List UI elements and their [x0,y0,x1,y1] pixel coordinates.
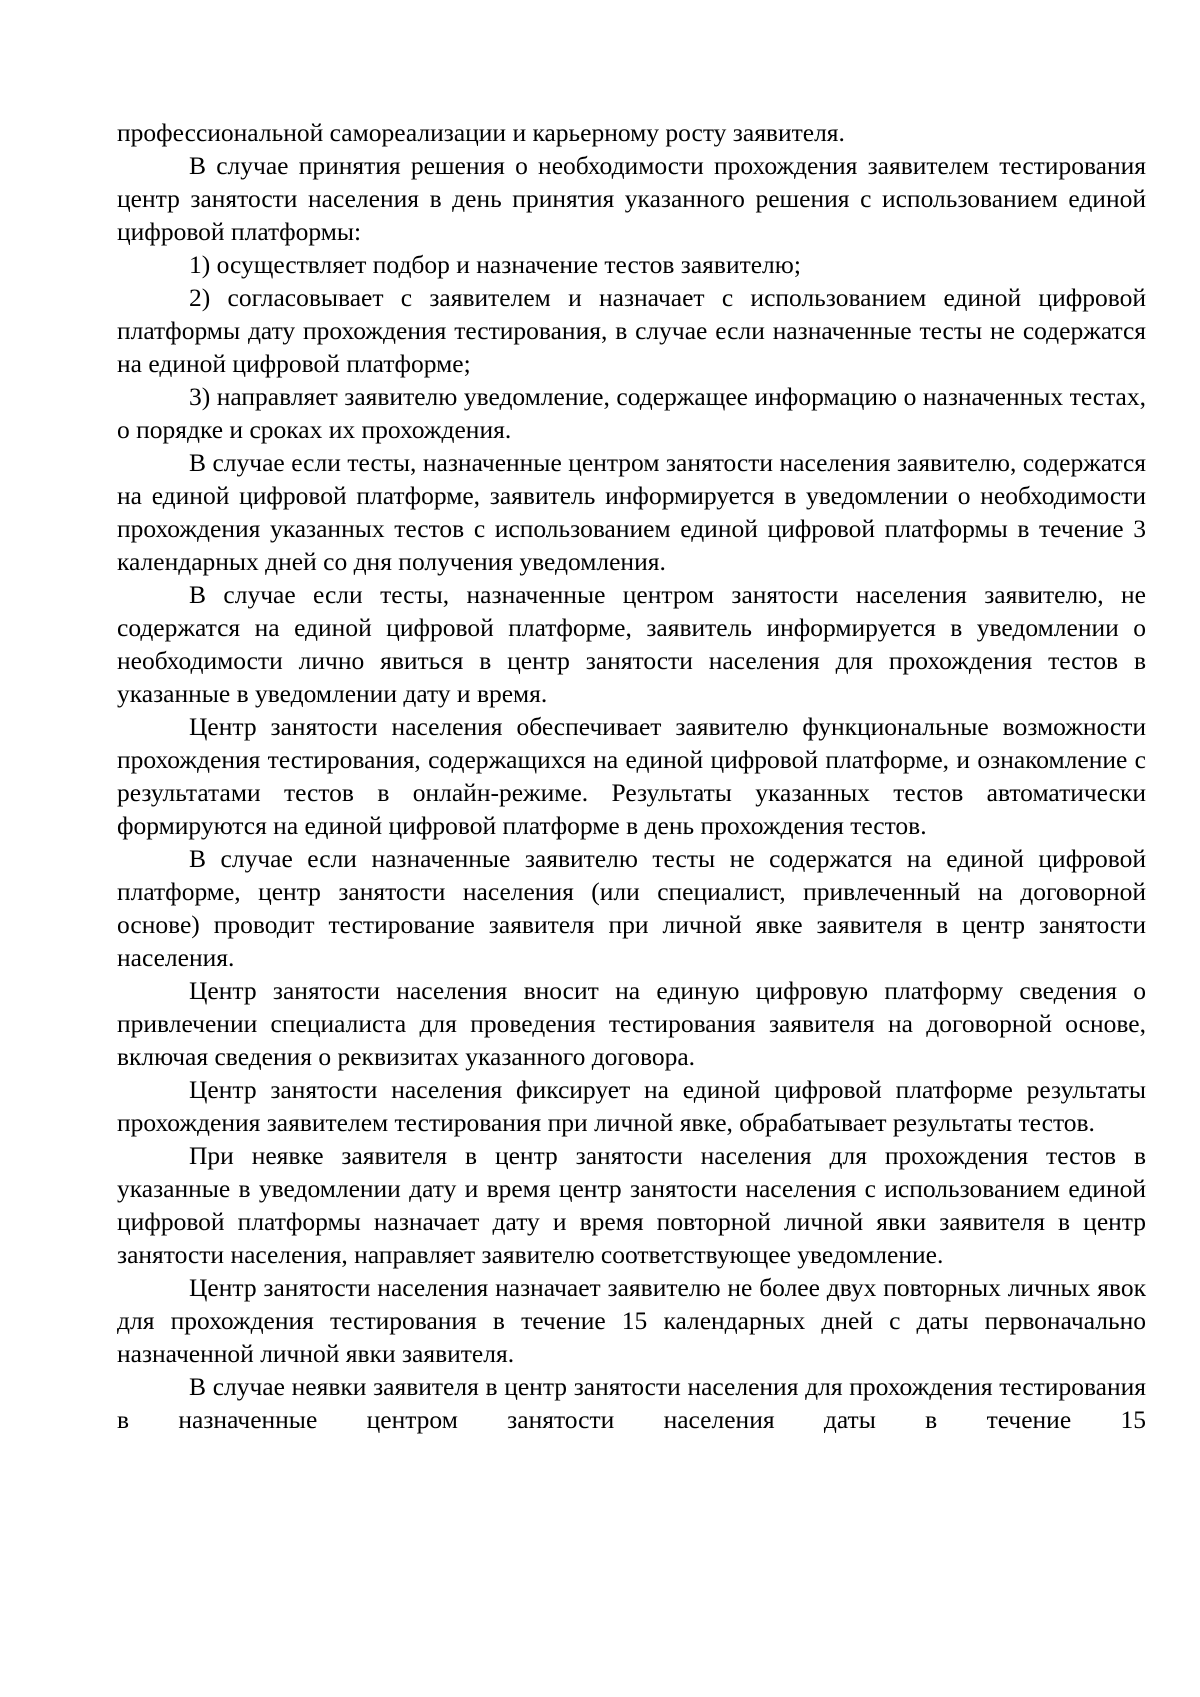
paragraph: Центр занятости населения назначает заявителю не более двух повторных личных явок для прохождения тестирования в течение 15 календарных дней с даты первоначально назначенной личной явки заявителя. [117,1273,1146,1368]
paragraph: В случае если назначенные заявителю тесты не содержатся на единой цифровой платформе, центр занятости населения (или специалист, привлеченный на договорной основе) проводит тестирование заявителя при личной явке заявителя в центр занятости населения. [117,844,1146,972]
paragraph: При неявке заявителя в центр занятости населения для прохождения тестов в указанные в уведомлении дату и время центр занятости населения с использованием единой цифровой платформы назначает дату и время повторной личной явки заявителя в центр занятости населения, направляет заявителю соответствующее уведомление. [117,1141,1146,1269]
list-item-1: 1) осуществляет подбор и назначение тестов заявителю; [189,250,801,279]
list-item-2: 2) согласовывает с заявителем и назначает с использованием единой цифровой платформы дату прохождения тестирования, в случае если назначенные тесты не содержатся на единой цифровой платформе; [117,283,1146,378]
paragraph-continues: В случае неявки заявителя в центр занятости населения для прохождения тестирования в назначенные центром занятости населения даты в течение 15 [117,1372,1146,1434]
list-item-3: 3) направляет заявителю уведомление, содержащее информацию о назначенных тестах, о порядке и сроках их прохождения. [117,382,1146,444]
paragraph: Центр занятости населения фиксирует на единой цифровой платформе результаты прохождения заявителем тестирования при личной явке, обрабатывает результаты тестов. [117,1075,1146,1137]
paragraph: Центр занятости населения вносит на единую цифровую платформу сведения о привлечении специалиста для проведения тестирования заявителя на договорной основе, включая сведения о реквизитах указанного договора. [117,976,1146,1071]
paragraph: В случае принятия решения о необходимости прохождения заявителем тестирования центр занятости населения в день принятия указанного решения с использованием единой цифровой платформы: [117,151,1146,246]
paragraph: В случае если тесты, назначенные центром занятости населения заявителю, содержатся на единой цифровой платформе, заявитель информируется в уведомлении о необходимости прохождения указанных тестов с использованием единой цифровой платформы в течение 3 календарных дней со дня получения уведомления. [117,448,1146,576]
paragraph: В случае если тесты, назначенные центром занятости населения заявителю, не содержатся на единой цифровой платформе, заявитель информируется в уведомлении о необходимости лично явиться в центр занятости населения для прохождения тестов в указанные в уведомлении дату и время. [117,580,1146,708]
paragraph-continuation: профессиональной самореализации и карьерному росту заявителя. [117,118,845,147]
document-page [117,116,1146,1436]
paragraph: Центр занятости населения обеспечивает заявителю функциональные возможности прохождения тестирования, содержащихся на единой цифровой платформе, и ознакомление с результатами тестов в онлайн-режиме. Результаты указанных тестов автоматически формируются на единой цифровой платформе в день прохождения тестов. [117,712,1146,840]
